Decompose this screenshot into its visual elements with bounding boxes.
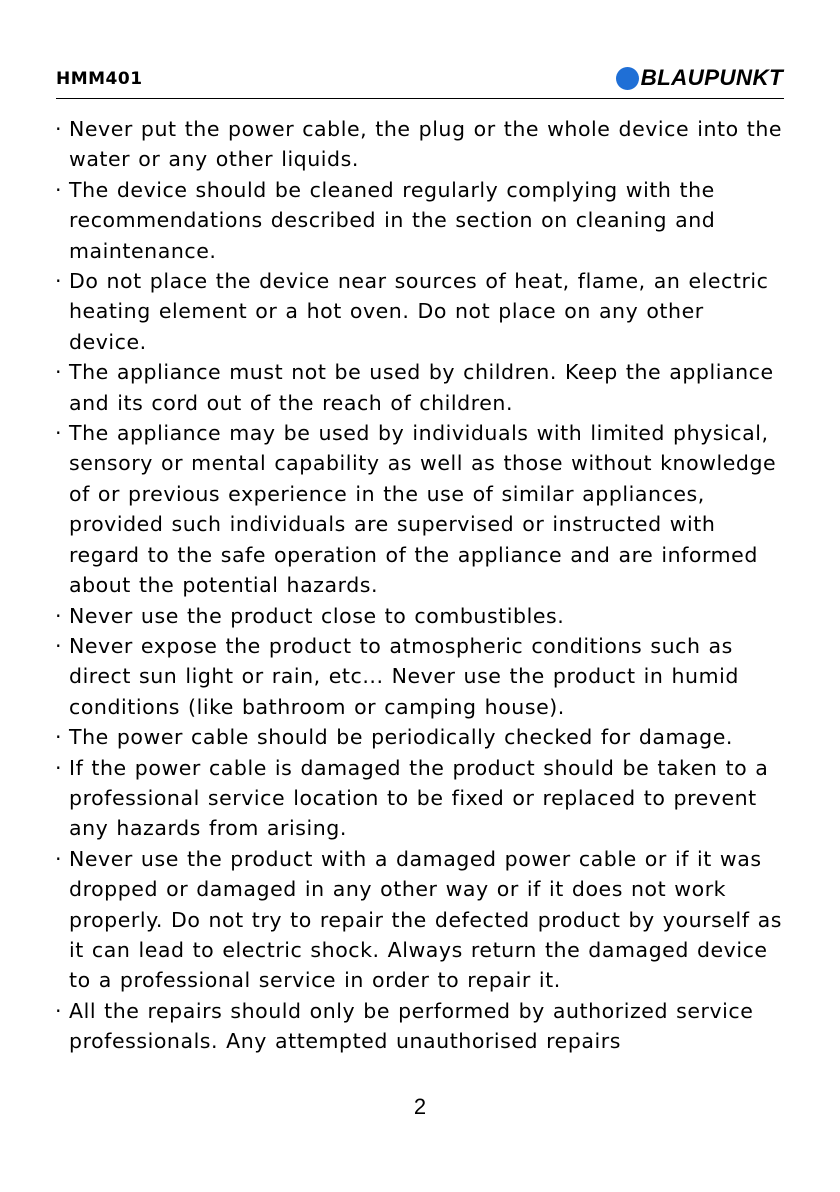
brand-dot-icon: [616, 67, 639, 90]
bullet-item: [53, 844, 787, 996]
bullet-item: [53, 722, 787, 752]
bullet-item: [53, 418, 787, 600]
bullet-text: Never use the product with a damaged power cable or if it was dropped or damaged in any other way or if it does not work properly. Do not try to repair the defected product by yourself as it can lead to electric shock. Always return the damaged device to a professional service in order to repair it.: [69, 846, 782, 993]
bullet-dot-icon: ·: [55, 117, 63, 141]
bullet-dot-icon: ·: [55, 725, 63, 750]
bullet-list: [53, 114, 787, 1057]
bullet-text: The power cable should be periodically checked for damage.: [69, 725, 733, 750]
bullet-item: [53, 357, 787, 418]
bullet-text: The appliance may be used by individuals with limited physical, sensory or mental capability as well as those without knowledge of or previous experience in the use of similar appliances, provided such individuals are supervised or instructed with regard to the safe operation of the appliance and are informed about the potential hazards.: [69, 421, 777, 598]
bullet-item: [53, 114, 787, 175]
safety-instructions: [53, 114, 787, 1057]
brand-logo: [616, 65, 782, 91]
bullet-text: Never expose the product to atmospheric conditions such as direct sun light or rain, etc... Never use the product in humid conditions (like bathroom or camping house).: [69, 633, 739, 719]
page-number: 2: [413, 1094, 427, 1119]
bullet-dot-icon: ·: [55, 603, 63, 628]
bullet-text: If the power cable is damaged the product should be taken to a professional service location to be fixed or replaced to prevent any hazards from arising.: [69, 755, 769, 841]
bullet-item: [53, 175, 787, 266]
bullet-dot-icon: ·: [55, 755, 63, 780]
bullet-dot-icon: ·: [55, 421, 63, 446]
bullet-text: The appliance must not be used by children. Keep the appliance and its cord out of the reach of children.: [69, 360, 774, 415]
page-header: [56, 62, 784, 99]
bullet-dot-icon: ·: [55, 360, 63, 385]
bullet-dot-icon: ·: [55, 846, 63, 871]
bullet-text: Do not place the device near sources of heat, flame, an electric heating element or a hot oven. Do not place on any other device.: [69, 269, 769, 354]
bullet-item: [53, 753, 787, 844]
bullet-text: Never put the power cable, the plug or the whole device into the water or any other liquids.: [69, 117, 783, 172]
bullet-dot-icon: ·: [55, 633, 63, 658]
bullet-text: Never use the product close to combustibles.: [69, 603, 565, 628]
bullet-item: [53, 631, 787, 722]
bullet-dot-icon: ·: [55, 998, 63, 1023]
bullet-dot-icon: ·: [55, 177, 63, 202]
bullet-item: [53, 996, 787, 1057]
bullet-text: The device should be cleaned regularly complying with the recommendations described in the section on cleaning and maintenance.: [69, 177, 716, 263]
bullet-item: [53, 266, 787, 357]
brand-name: BLAUPUNKT: [641, 65, 784, 90]
model-number: HMM401: [56, 69, 143, 89]
bullet-item: [53, 601, 787, 631]
bullet-text: All the repairs should only be performed by authorized service professionals. Any attempted unauthorised repairs: [69, 998, 754, 1054]
bullet-dot-icon: ·: [55, 269, 63, 294]
